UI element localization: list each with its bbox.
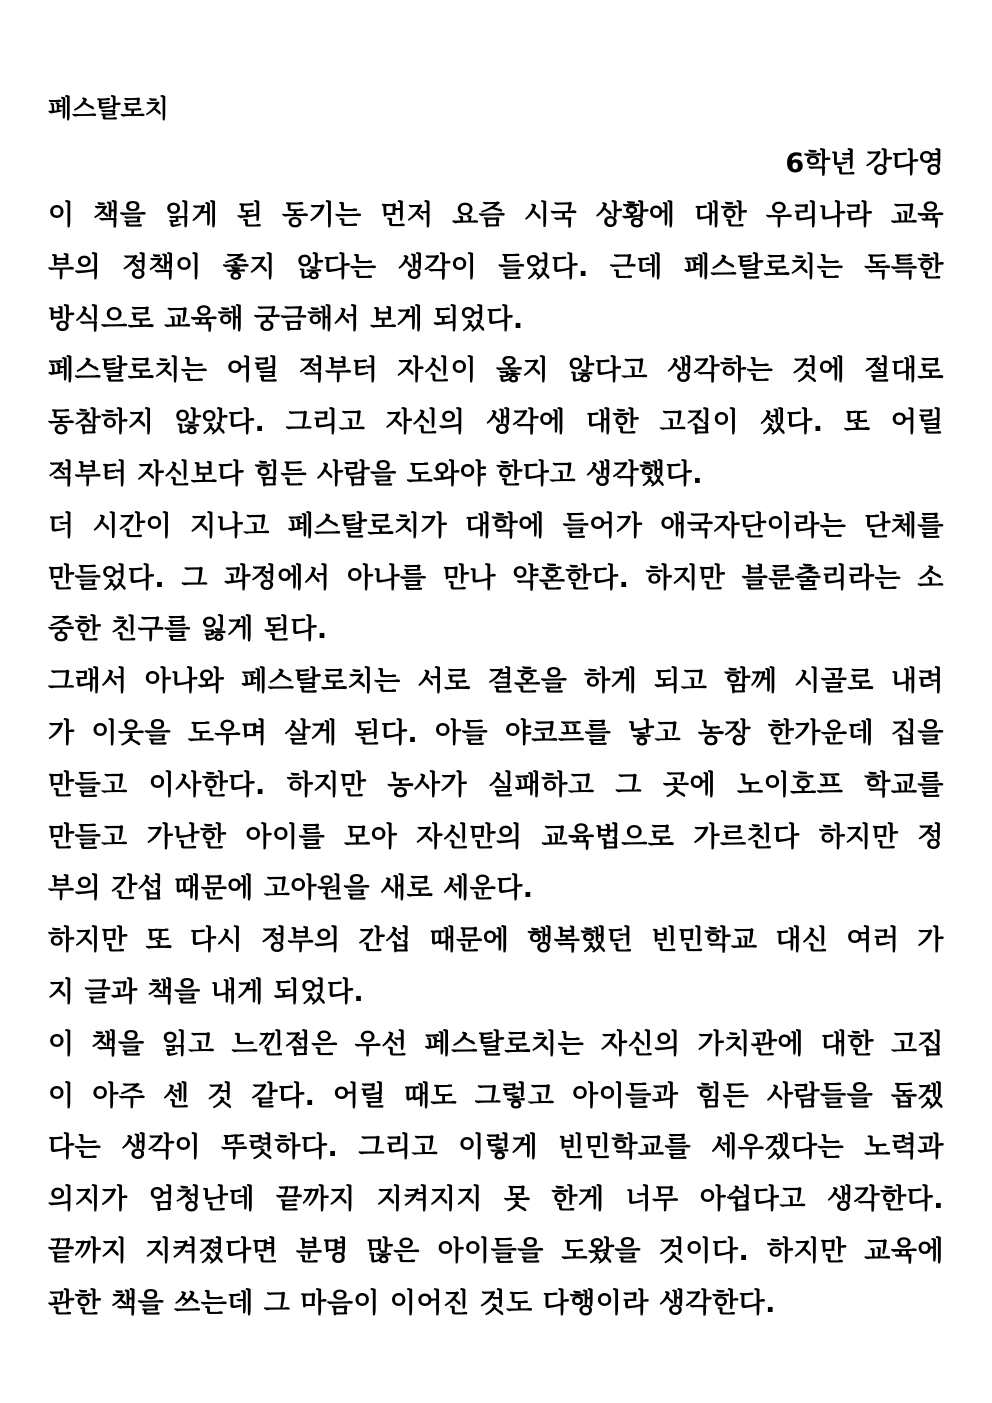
- essay-body: [48, 190, 944, 1330]
- text-line: 더 시간이 지나고 페스탈로치가 대학에 들어가 애국자단이라는 단체를: [48, 510, 944, 542]
- text-line: 페스탈로치는 어릴 적부터 자신이 옳지 않다고 생각하는 것에 절대로: [48, 355, 944, 387]
- author-line: 6학년 강다영: [785, 148, 944, 179]
- text-line: 끝까지 지켜졌다면 분명 많은 아이들을 도왔을 것이다. 하지만 교육에: [48, 1235, 944, 1267]
- text-line: 만들고 가난한 아이를 모아 자신만의 교육법으로 가르친다 하지만 정: [48, 821, 944, 853]
- text-line: 이 책을 읽고 느낀점은 우선 페스탈로치는 자신의 가치관에 대한 고집: [48, 1028, 944, 1060]
- text-line: 지 글과 책을 내게 되었다.: [48, 976, 365, 1008]
- text-line: 부의 정책이 좋지 않다는 생각이 들었다. 근데 페스탈로치는 독특한: [48, 251, 944, 283]
- text-line: 이 책을 읽게 된 동기는 먼저 요즘 시국 상황에 대한 우리나라 교육: [48, 200, 944, 231]
- text-line: 중한 친구를 잃게 된다.: [48, 614, 328, 646]
- text-line: 하지만 또 다시 정부의 간섭 때문에 행복했던 빈민학교 대신 여러 가: [48, 925, 944, 957]
- text-line: 의지가 엄청난데 끝까지 지켜지지 못 한게 너무 아쉽다고 생각한다.: [48, 1184, 944, 1216]
- text-line: 그래서 아나와 페스탈로치는 서로 결혼을 하게 되고 함께 시골로 내려: [48, 666, 944, 698]
- text-line: 이 아주 센 것 같다. 어릴 때도 그렇고 아이들과 힘든 사람들을 돕겠: [48, 1080, 944, 1112]
- text-line: 가 이웃을 도우며 살게 된다. 아들 야코프를 낳고 농장 한가운데 집을: [48, 717, 945, 749]
- document-title: 페스탈로치: [48, 94, 169, 123]
- text-line: 다는 생각이 뚜렷하다. 그리고 이렇게 빈민학교를 세우겠다는 노력과: [48, 1132, 944, 1164]
- text-line: 만들었다. 그 과정에서 아나를 만나 약혼한다. 하지만 블룬출리라는 소: [48, 562, 944, 594]
- text-line: 방식으로 교육해 궁금해서 보게 되었다.: [48, 303, 524, 335]
- text-line: 부의 간섭 때문에 고아원을 새로 세운다.: [48, 873, 534, 905]
- text-line: 관한 책을 쓰는데 그 마음이 이어진 것도 다행이라 생각한다.: [48, 1287, 776, 1319]
- text-line: 만들고 이사한다. 하지만 농사가 실패하고 그 곳에 노이호프 학교를: [48, 769, 944, 801]
- text-line: 동참하지 않았다. 그리고 자신의 생각에 대한 고집이 셌다. 또 어릴: [48, 407, 944, 439]
- text-line: 적부터 자신보다 힘든 사람을 도와야 한다고 생각했다.: [48, 458, 703, 490]
